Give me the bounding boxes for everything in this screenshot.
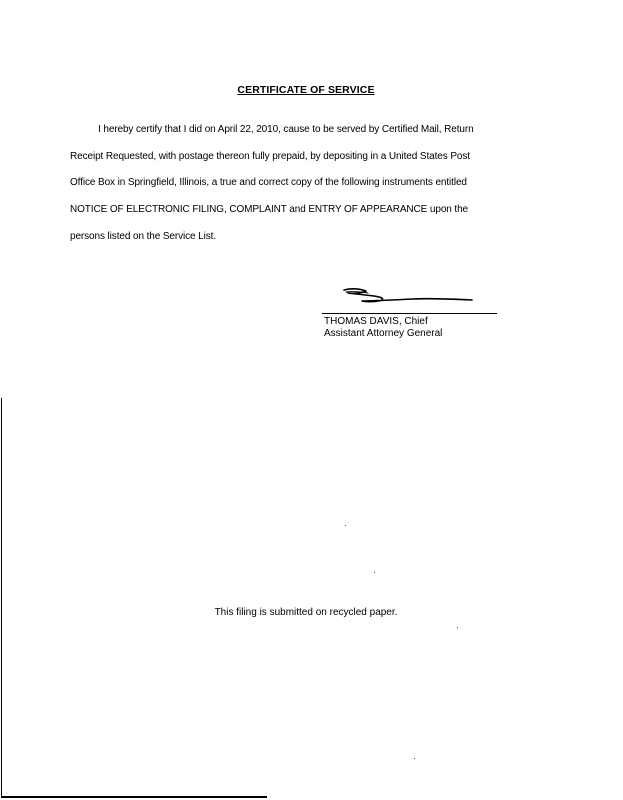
- document-title: CERTIFICATE OF SERVICE: [237, 84, 375, 96]
- certification-line-5: persons listed on the Service List.: [70, 231, 217, 242]
- bottom-rule: [1, 796, 267, 798]
- scan-speck: [345, 525, 346, 526]
- scan-speck: [457, 627, 458, 628]
- certification-line-4: NOTICE OF ELECTRONIC FILING, COMPLAINT and ENTRY OF APPEARANCE upon the: [70, 204, 469, 215]
- certification-line-1: I hereby certify that I did on April 22, 2010, cause to be served by Certified Mail, Return: [98, 124, 474, 135]
- signature-line: [322, 313, 497, 314]
- left-margin-rule: [1, 398, 2, 798]
- signature-image: [322, 282, 498, 314]
- scan-speck: [374, 572, 375, 573]
- certification-line-2: Receipt Requested, with postage thereon fully prepaid, by depositing in a United States Post: [70, 151, 470, 162]
- signer-title: Assistant Attorney General: [324, 328, 443, 339]
- signer-name: THOMAS DAVIS, Chief: [324, 316, 428, 327]
- certification-line-3: Office Box in Springfield, Illinois, a true and correct copy of the following instruments entitled: [70, 177, 467, 188]
- recycled-paper-note: This filing is submitted on recycled paper.: [214, 607, 398, 618]
- scan-speck: [414, 758, 415, 759]
